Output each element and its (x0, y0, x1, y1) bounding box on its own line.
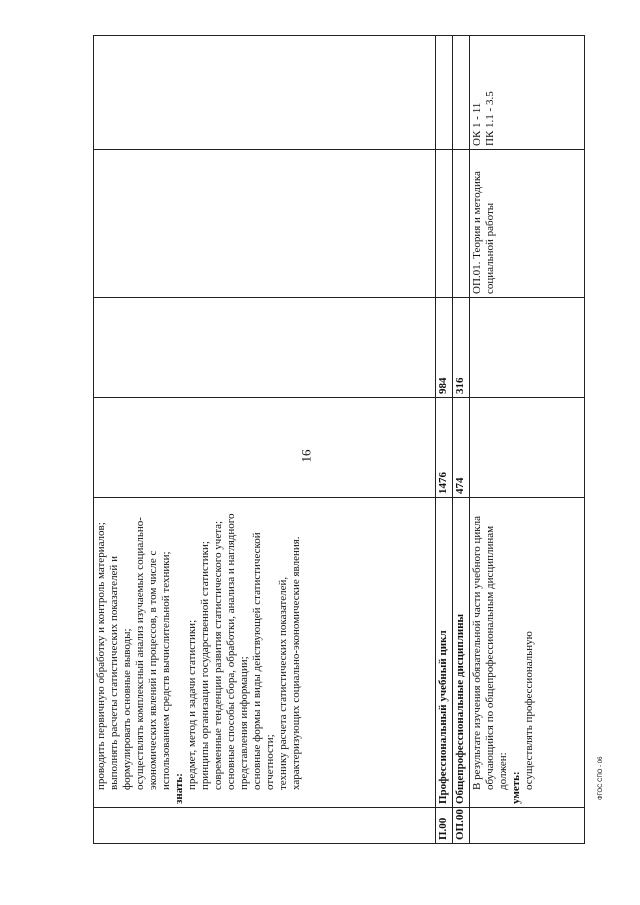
required-cell (470, 298, 585, 398)
content-cell (470, 498, 585, 808)
list-item: основные способы сбора, обработки, анализа и наглядного представления информации; (225, 513, 250, 790)
index-cell (470, 808, 585, 844)
discipline-cell: ОП.01. Теория и методика социальной работы (470, 150, 585, 298)
footer-code: ФГОС СПО - 06 (598, 756, 604, 800)
competence-cell (94, 36, 436, 150)
table-row (453, 36, 470, 844)
required-cell: 984 (436, 298, 453, 398)
list-item: выполнять расчеты статистических показателей и формулировать основные выводы; (108, 556, 133, 790)
page-number: 16 (298, 449, 314, 463)
index-cell: ОП.00 (453, 808, 470, 844)
list-item: технику расчета статистических показателей, характеризующих социально-экономические явления. (277, 536, 302, 790)
general-competence: ОК 1 - 11 (471, 102, 483, 146)
table-row (470, 36, 585, 844)
max-load-cell: 474 (453, 398, 470, 498)
competence-cell (436, 36, 453, 150)
curriculum-table (93, 35, 585, 844)
list-item: предмет, метод и задачи статистики; (186, 619, 198, 790)
curriculum-table-rotated (93, 36, 565, 844)
competence-cell (453, 36, 470, 150)
list-item: проводить первичную обработку и контроль материалов; (95, 522, 107, 790)
list-item: осуществлять профессиональную (523, 631, 535, 790)
know-heading: знать: (173, 773, 185, 804)
professional-competence: ПК 1.1 - 3.5 (484, 91, 496, 146)
skill-heading: уметь: (510, 771, 522, 804)
required-cell: 316 (453, 298, 470, 398)
cycle-name: Профессиональный учебный цикл (436, 498, 453, 808)
discipline-cell (453, 150, 470, 298)
list-item: осуществлять комплексный анализ изучаемых социально-экономических явлений и процессов, в том числе с использованием средств вычислительной техники; (134, 517, 172, 790)
competence-cell (470, 36, 585, 150)
content-cell (94, 498, 436, 808)
intro-text: В результате изучения обязательной части учебного цикла обучающийся по общепрофессиональным дисциплинам должен: (471, 516, 509, 790)
list-item: принципы организации государственной статистики; (199, 541, 211, 790)
cycle-name: Общепрофессиональные дисциплины (453, 498, 470, 808)
discipline-cell (94, 150, 436, 298)
list-item: основные формы и виды действующей статистической отчетности; (251, 532, 276, 790)
max-load-cell (94, 398, 436, 498)
index-cell: П.00 (436, 808, 453, 844)
list-item: современные тенденции развития статистического учета; (212, 520, 224, 790)
index-cell (94, 808, 436, 844)
max-load-cell (470, 398, 585, 498)
table-row (436, 36, 453, 844)
discipline-cell (436, 150, 453, 298)
table-row (94, 36, 436, 844)
max-load-cell: 1476 (436, 398, 453, 498)
required-cell (94, 298, 436, 398)
